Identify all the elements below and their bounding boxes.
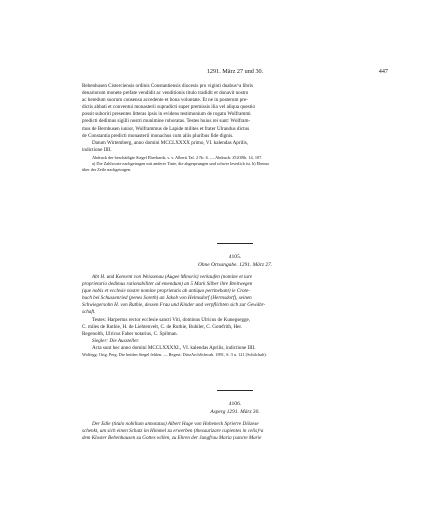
doc1-line: Bebenhusen Cisterciensis ordinis Constantiensis diocesis pro viginti duabus^a libris <box>82 83 254 89</box>
doc1-line: possit suboriri presentes litteras ipsis in evidens testimonium de rogatu Wolframmi <box>82 111 251 118</box>
doc-title: Asperg 1291. März 30. <box>210 409 260 415</box>
doc1-line: denariorum monete prefate vendidit ac venditionis titulo tradidit et donavit nostro <box>82 90 249 97</box>
regest-line: buch bei Schussenried (penes Soreth) an Jakob von Helmsdorf (Hermsdorf), seinen <box>82 295 252 302</box>
regest-line: (que nobis et ecclesie nostre nomine proprietatis ab antiquo pertinebant) ie Crote- <box>82 288 250 295</box>
testes-line: C. miles de Ruthie, H. de Liehtenvelt, C. de Ruthie, Buhiler, C. Gotefrith, Her. <box>82 323 243 330</box>
doc-title: Ohne Ortsangabe. 1291. März 27. <box>197 262 273 268</box>
testes-line: Testes: Harpertus rector ecclesie sancti Viti, dominus Ulricus de Kunegsegge, <box>92 316 251 323</box>
acta-line: Acta sunt hec anno domini MCCLXXXXI., VI. kalendas Aprilis, indictione IIII. <box>92 344 256 351</box>
doc1-line: ac heredum suorum consensu accedente et bona voluntate. Et ne in posterum pre- <box>82 97 248 104</box>
header-date-range: 1291. März 27 und 30. <box>206 68 264 75</box>
doc-4106 <box>82 401 388 442</box>
regest-line: proprietario dedimus rationabiliter ad emendum) an 5 Mark Silber ihre Breitwegen <box>82 281 253 288</box>
doc-4104-continuation <box>82 83 388 173</box>
separator-rule <box>217 390 253 391</box>
regest-line: Der Edle (titulo nobilium annotatus) Albert Hage von Hoheneck Sprierre Diözese <box>92 421 259 427</box>
separator-1 <box>82 243 388 244</box>
regest-line: schaft. <box>82 309 96 316</box>
doc1-line: predicti dedimus sigilli nostri munimine roboratas. Testes huius rei sunt: Wolfram- <box>82 118 251 125</box>
doc1-line: mus de Bernhusen iunior, Wolframmus de Lapide milites et frater Ulrandus dictus <box>82 125 250 132</box>
source-note: Wolfegg. Orig. Perg. Die beiden Siegel fehlen. — Regest: DiözArchSchwab. 1891, S. 3 u. 121 (Schilchalt). <box>82 352 267 358</box>
doc-4105 <box>82 254 388 358</box>
doc1-footnote: über der Zeile nachgetragen. <box>82 166 132 172</box>
doc-number: 4105. <box>228 254 242 260</box>
regest-line: Schwiegersohn H. von Ruthie, dessen Frau und Kinder und verpflichten sich zur Gewähr- <box>82 302 266 309</box>
regest-line: schenkt, um sich einen Schatz im Himmel zu erwerben (thesaurizare cupientes in celis)^a <box>82 428 264 435</box>
doc1-footnote: Abdruck der beschädigte Siegel Eberhards, s. v. Alberti Taf. 2 Nr. 6. — Abdruck: ZGORh. 14, 107. <box>92 154 263 160</box>
regest-line: Abt H. und Konvent von Weissenau (Augee Minoris) verkaufen (nomine et iure <box>92 274 253 280</box>
siegler-line: Siegler: Die Aussteller. <box>92 337 140 344</box>
testes-line: Regenolth, Ulricus Faber notarius, C. Spilman. <box>82 330 178 337</box>
doc-number: 4106. <box>228 401 242 407</box>
doc1-line: dictis abbati et conventui monasterii supradicti super premissis ilia vel aliqua questio <box>82 104 256 111</box>
separator-rule <box>217 243 253 244</box>
doc1-indictio: indictione IIII. <box>82 146 112 153</box>
doc1-line: de Constantia predicti monasterii monachus cum aliis pluribus fide dignis. <box>82 132 234 139</box>
doc1-footnote: a) Die Zahlworte nachgetragen mit anderer Tinte, die abgesprungen und schwer leserlich ist. b) Ebenso <box>92 160 270 166</box>
separator-2 <box>82 390 388 391</box>
page-number: 447 <box>378 68 388 75</box>
doc1-dating: Datum Wirtemberg, anno domini MCCLXXXX primo, VI. kalendas Aprilis, <box>92 139 248 146</box>
regest-line: dem Kloster Bebenhausen zu Gottes willen, zu Ehren der Jungfrau Maria (sancte Marie <box>82 435 262 442</box>
